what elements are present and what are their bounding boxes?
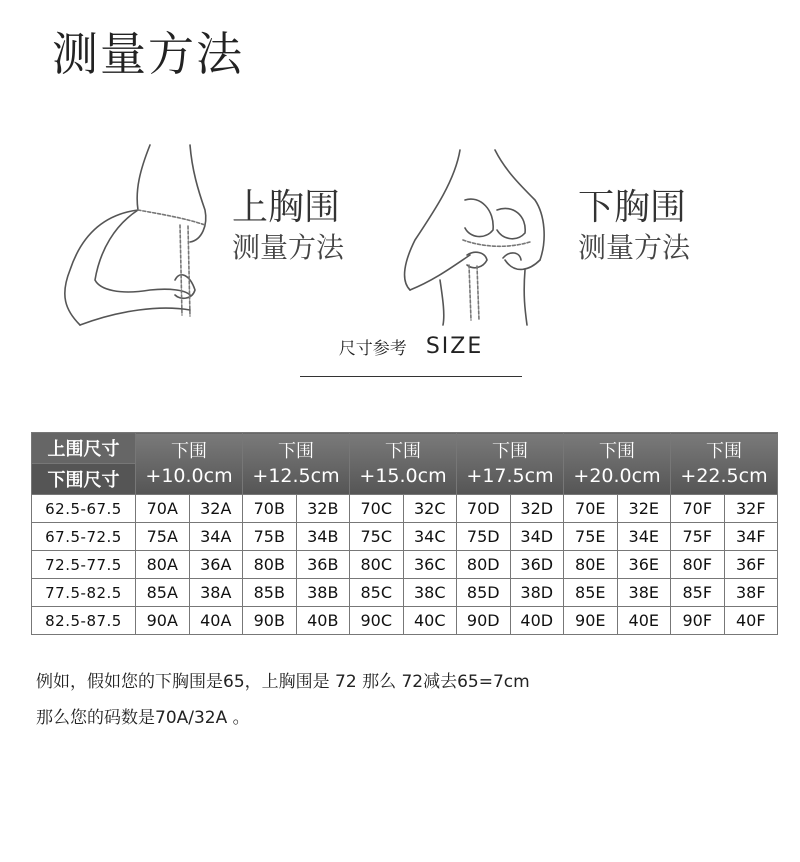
- group-header-line2: +20.0cm: [573, 464, 661, 487]
- lower-bust-title: 下胸围: [578, 187, 687, 228]
- group-header-line2: +10.0cm: [145, 464, 233, 487]
- range-cell: 62.5-67.5: [32, 495, 136, 523]
- size-cell: 75A: [136, 523, 190, 551]
- table-row: [32, 523, 778, 551]
- size-cell: 40A: [189, 607, 243, 635]
- lower-figure-left-side: [405, 150, 460, 290]
- size-cell: 32B: [296, 495, 350, 523]
- size-cell: 34E: [617, 523, 671, 551]
- size-chart-body: [32, 495, 778, 635]
- size-cell: 85F: [671, 579, 725, 607]
- size-cell: 75D: [457, 523, 511, 551]
- size-reference-en: SIZE: [425, 334, 484, 359]
- group-header: [136, 433, 243, 495]
- example-line-2: 那么您的码数是70A/32A 。: [36, 708, 250, 728]
- range-cell: 82.5-87.5: [32, 607, 136, 635]
- group-header-line2: +17.5cm: [466, 464, 554, 487]
- size-reference-heading: [300, 334, 522, 377]
- group-header-line1: 下围: [278, 440, 314, 462]
- upper-bust-subtitle: 测量方法: [232, 231, 345, 264]
- lower-figure-waist: [440, 270, 527, 325]
- upper-bust-title: 上胸围: [232, 187, 341, 228]
- size-cell: 85E: [564, 579, 618, 607]
- size-cell: 70F: [671, 495, 725, 523]
- size-cell: 40F: [724, 607, 778, 635]
- size-cell: 70A: [136, 495, 190, 523]
- upper-figure-belly: [80, 308, 190, 325]
- size-cell: 36E: [617, 551, 671, 579]
- group-header-line2: +12.5cm: [252, 464, 340, 487]
- example-text: [36, 664, 530, 736]
- table-row: [32, 495, 778, 523]
- upper-bust-illustration: [40, 130, 230, 330]
- group-header: [243, 433, 350, 495]
- example-line-1: 例如，假如您的下胸围是65，上胸围是 72 那么 72减去65=7cm: [36, 672, 530, 692]
- size-cell: 34C: [403, 523, 457, 551]
- size-cell: 85D: [457, 579, 511, 607]
- size-reference-cn: 尺寸参考: [338, 339, 407, 359]
- group-header-line1: 下围: [492, 440, 528, 462]
- size-cell: 40C: [403, 607, 457, 635]
- size-cell: 38F: [724, 579, 778, 607]
- size-cell: 38B: [296, 579, 350, 607]
- size-cell: 32A: [189, 495, 243, 523]
- size-cell: 38A: [189, 579, 243, 607]
- size-cell: 90E: [564, 607, 618, 635]
- upper-bust-method-label: [232, 186, 344, 266]
- size-cell: 80E: [564, 551, 618, 579]
- upper-figure-arm: [95, 210, 190, 295]
- group-header-line1: 下围: [171, 440, 207, 462]
- table-row: [32, 607, 778, 635]
- lower-figure-right-side: [495, 150, 544, 260]
- size-cell: 85B: [243, 579, 297, 607]
- group-header-line1: 下围: [385, 440, 421, 462]
- table-row: [32, 551, 778, 579]
- size-cell: 85C: [350, 579, 404, 607]
- size-cell: 75F: [671, 523, 725, 551]
- size-cell: 70E: [564, 495, 618, 523]
- lower-bust-illustration: [385, 130, 575, 330]
- size-cell: 34D: [510, 523, 564, 551]
- size-cell: 36D: [510, 551, 564, 579]
- size-cell: 40B: [296, 607, 350, 635]
- size-cell: 90F: [671, 607, 725, 635]
- lower-figure-hands: [467, 252, 521, 267]
- group-header: [671, 433, 778, 495]
- size-cell: 70B: [243, 495, 297, 523]
- size-cell: 32C: [403, 495, 457, 523]
- size-cell: 32D: [510, 495, 564, 523]
- size-cell: 80B: [243, 551, 297, 579]
- size-cell: 34A: [189, 523, 243, 551]
- size-cell: 75E: [564, 523, 618, 551]
- page-title: 测量方法: [52, 27, 244, 81]
- size-cell: 80D: [457, 551, 511, 579]
- size-cell: 38E: [617, 579, 671, 607]
- size-cell: 38D: [510, 579, 564, 607]
- size-cell: 40E: [617, 607, 671, 635]
- size-cell: 32E: [617, 495, 671, 523]
- size-cell: 32F: [724, 495, 778, 523]
- size-cell: 70D: [457, 495, 511, 523]
- size-cell: 75B: [243, 523, 297, 551]
- size-cell: 36C: [403, 551, 457, 579]
- table-row: [32, 579, 778, 607]
- upper-figure-hand: [175, 275, 195, 298]
- lower-figure-breasts: [465, 199, 525, 239]
- range-cell: 72.5-77.5: [32, 551, 136, 579]
- size-cell: 85A: [136, 579, 190, 607]
- size-cell: 40D: [510, 607, 564, 635]
- group-header-line1: 下围: [599, 440, 635, 462]
- size-cell: 90B: [243, 607, 297, 635]
- size-cell: 90D: [457, 607, 511, 635]
- group-header-line2: +22.5cm: [680, 464, 768, 487]
- size-cell: 36F: [724, 551, 778, 579]
- group-header: [350, 433, 457, 495]
- size-cell: 36B: [296, 551, 350, 579]
- upper-figure-back: [65, 145, 150, 325]
- size-cell: 36A: [189, 551, 243, 579]
- size-cell: 80C: [350, 551, 404, 579]
- range-cell: 67.5-72.5: [32, 523, 136, 551]
- range-cell: 77.5-82.5: [32, 579, 136, 607]
- size-chart-table: [31, 432, 778, 635]
- lower-bust-method-label: [578, 186, 690, 266]
- size-cell: 90A: [136, 607, 190, 635]
- group-header: [564, 433, 671, 495]
- upper-tape: [138, 210, 205, 316]
- size-cell: 75C: [350, 523, 404, 551]
- size-chart-header: [32, 433, 778, 495]
- size-cell: 34B: [296, 523, 350, 551]
- group-header-line1: 下围: [706, 440, 742, 462]
- corner-lower-size: 下围尺寸: [32, 464, 136, 495]
- corner-upper-size: 上围尺寸: [32, 433, 136, 464]
- size-cell: 70C: [350, 495, 404, 523]
- upper-figure-chest: [190, 145, 206, 242]
- group-header: [457, 433, 564, 495]
- size-cell: 90C: [350, 607, 404, 635]
- group-header-line2: +15.0cm: [359, 464, 447, 487]
- size-cell: 80A: [136, 551, 190, 579]
- size-cell: 38C: [403, 579, 457, 607]
- lower-bust-subtitle: 测量方法: [578, 231, 691, 264]
- size-cell: 34F: [724, 523, 778, 551]
- size-cell: 80F: [671, 551, 725, 579]
